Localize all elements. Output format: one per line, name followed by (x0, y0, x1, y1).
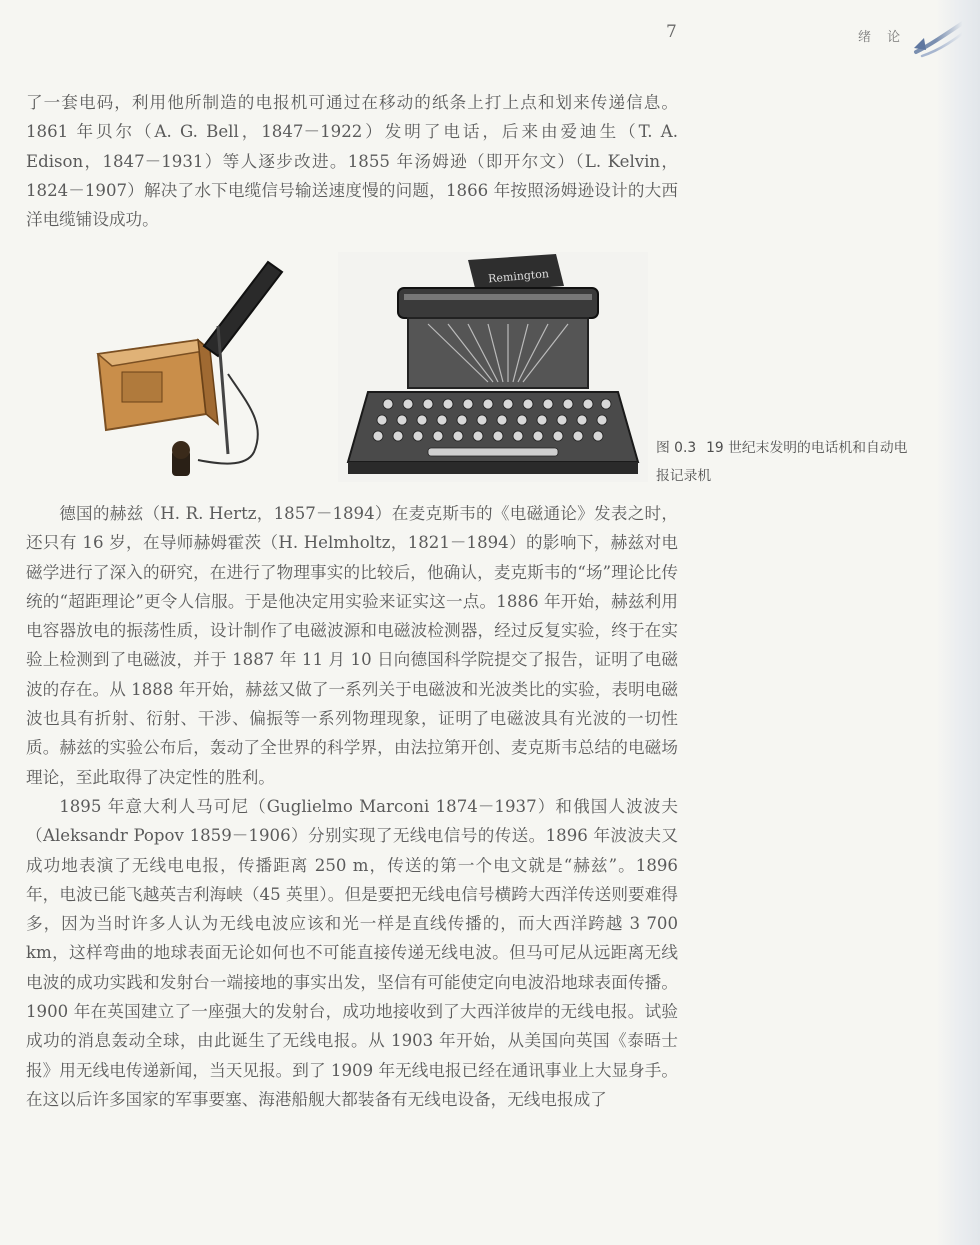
telephone-photo (78, 254, 298, 482)
figure-label: 图 0.3 (656, 440, 697, 456)
typewriter-brand-label: Remington (487, 267, 550, 286)
paragraph-hertz: 德国的赫兹（H. R. Hertz，1857－1894）在麦克斯韦的《电磁通论》发表之时，还只有 16 岁，在导师赫姆霍茨（H. Helmholtz，1821－1894）的影响下，赫兹对电磁学进行了深入的研究，在进行了物理事实的比较后，他确认，麦克斯韦的“场”理论比传统的“超距理论”更令人信服。于是他决定用实验来证实这一点。1886 年开始，赫兹利用电容器放电的振荡性质，设计制作了电磁波源和电磁波检测器，经过反复实验，终于在实验上检测到了电磁波，并于 1887 年 11 月 10 日向德国科学院提交了报告，证明了电磁波的存在。从 1888 年开始，赫兹又做了一系列关于电磁波和光波类比的实验，表明电磁波也具有折射、衍射、干涉、偏振等一系列物理现象，证明了电磁波具有光波的一切性质。赫兹的实验公布后，轰动了全世界的科学界，由法拉第开创、麦克斯韦总结的电磁场理论，至此取得了决定性的胜利。 (26, 504, 678, 787)
chapter-title: 绪 论 (858, 30, 907, 45)
intro-text (26, 88, 678, 234)
paragraph-marconi: 1895 年意大利人马可尼（Guglielmo Marconi 1874－1937）和俄国人波波夫（Aleksandr Popov 1859－1906）分别实现了无线电信号的传送。1896 年波波夫又成功地表演了无线电电报，传播距离 250 m，传送的第一个电文就是“赫兹”。1896 年，电波已能飞越英吉利海峡（45 英里）。但是要把无线电信号横跨大西洋传送则要难得多，因为当时许多人认为无线电波应该和光一样是直线传播的，而大西洋跨越 3 700 km，这样弯曲的地球表面无论如何也不可能直接传递无线电波。但马可尼从远距离无线电波的成功实践和发射台一端接地的事实出发，坚信有可能使定向电波沿地球表面传播。1900 年在英国建立了一座强大的发射台，成功地接收到了大西洋彼岸的无线电报。试验成功的消息轰动全球，由此诞生了无线电报。从 1903 年开始，从美国向英国《泰晤士报》用无线电传递新闻，当天见报。到了 1909 年无线电报已经在通讯事业上大显身手。在这以后许多国家的军事要塞、海港船舰大都装备有无线电设备，无线电报成了 (26, 796, 678, 1109)
intro-paragraph: 了一套电码，利用他所制造的电报机可通过在移动的纸条上打上点和划来传递信息。1861 年贝尔（A. G. Bell，1847－1922）发明了电话，后来由爱迪生（T. A. Edison，1847－1931）等人逐步改进。1855 年汤姆逊（即开尔文）（L. Kelvin，1824－1907）解决了水下电缆信号输送速度慢的问题，1866 年按照汤姆逊设计的大西洋电缆铺设成功。 (26, 93, 678, 230)
figure-caption-text: 19 世纪末发明的电话机和自动电报记录机 (656, 440, 908, 484)
body-text (26, 499, 678, 1114)
page-edge-shadow (936, 0, 980, 1245)
typewriter-photo (338, 252, 648, 482)
figure-0-3 (60, 252, 660, 487)
page-number: 7 (666, 22, 677, 42)
figure-caption (656, 434, 916, 490)
